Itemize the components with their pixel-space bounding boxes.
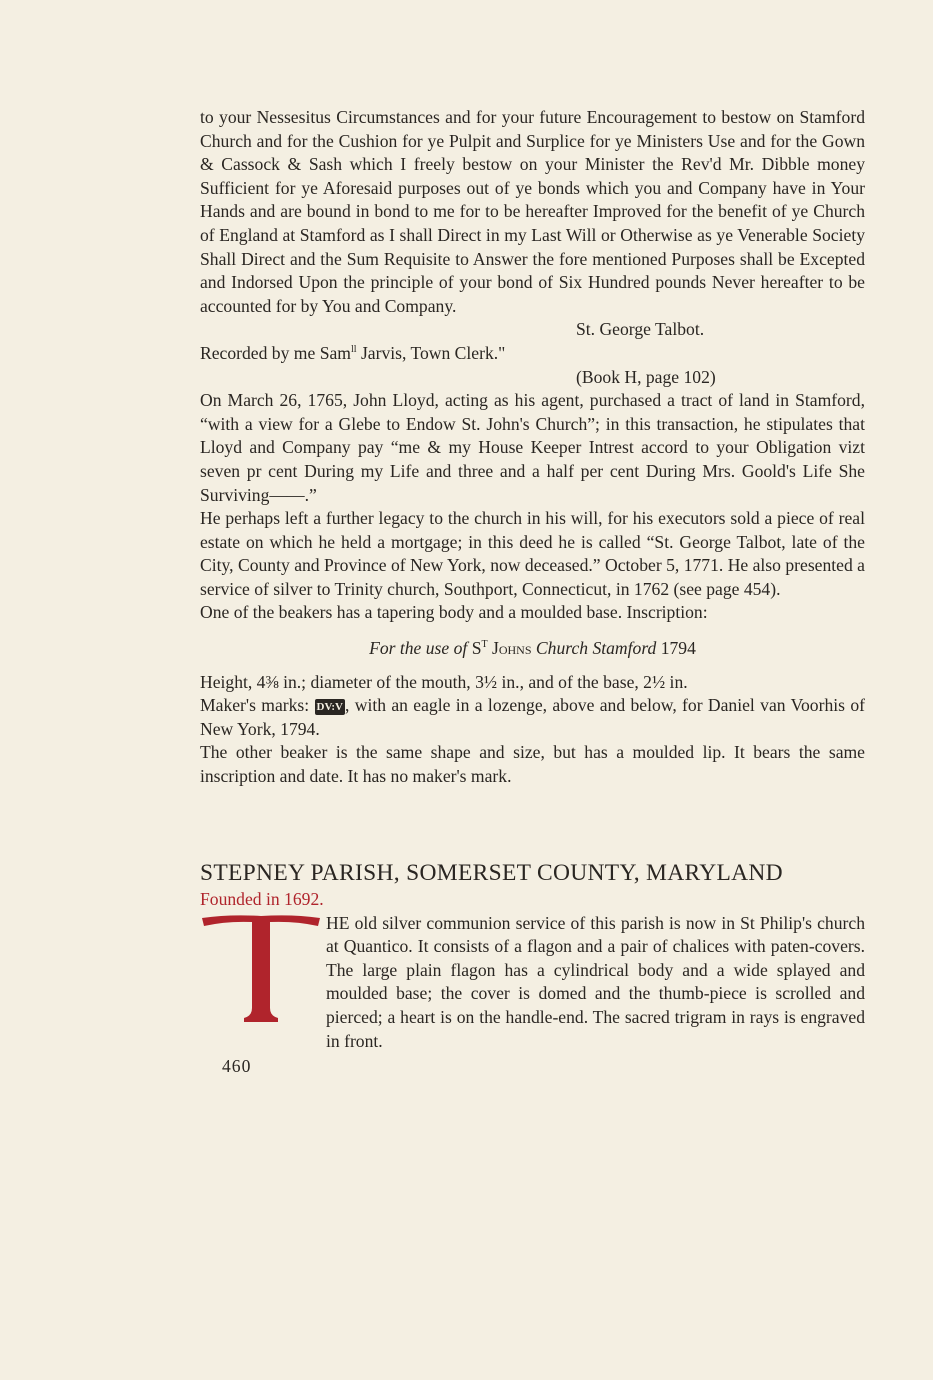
paragraph-beakers: One of the beakers has a tapering body and a moulded base. Inscription: [200,602,708,623]
inscription-italic-b: Church Stamford [535,638,657,659]
paragraph-other-beaker: The other beaker is the same shape and size, but has a moulded lip. It bears the same inscription and date. It has no maker's mark. [200,742,865,787]
recorded-text-a: Recorded by me Sam [200,342,351,363]
makers-mark-stamp: DV:V [316,701,343,714]
inscription-year: 1794 [656,638,696,659]
signature: St. George Talbot. [576,319,705,340]
makers-marks-line [200,694,865,741]
paragraph-lloyd: On March 26, 1765, John Lloyd, acting as his agent, purchased a tract of land in Stamford, “with a view for a Glebe to Endow St. John's Church”; in this transaction, he stipulates that Lloyd and Company pay “me & my House Keeper Intrest accord to your Obligation vizt seven pr cent During my Life and three and a half per cent During Mrs. Goold's Life She Surviving——.” [200,390,865,505]
section-heading: STEPNEY PARISH, SOMERSET COUNTY, MARYLAND [200,859,783,886]
stepney-body [200,912,865,1054]
drop-cap-t-glyph [200,912,322,1028]
recorded-text-b: Jarvis, Town Clerk." [356,342,506,363]
page-number: 460 [222,1056,252,1077]
inscription-st-sup: T [481,639,488,651]
paragraph-communion-service: HE old silver communion service of this parish is now in St Philip's church at Quantico. It consists of a flagon and a pair of chalices with paten-covers. The large plain flagon has a cylindrical body and a wide splayed and moulded base; the cover is domed and the thumb-piece is scrolled and pierced; a heart is on the handle-end. The sacred trigram in rays is engraved in front. [326,912,865,1051]
inscription-johns: Johns [487,638,536,659]
paragraph-bequest: to your Nessesitus Circumstances and for your future Encouragement to bestow on Stamford Church and for the Cushion for ye Pulpit and Surplice for ye Ministers Use and for the Gown & Cassock & Sash which I freely bestow on your Minister the Rev'd Mr. Dibble money Sufficient for ye Aforesaid purposes out of ye bonds which you and Company have in Your Hands and are bound in bond to me for to be hereafter Improved for the benefit of ye Church of England at Stamford as I shall Direct in my Last Will or Otherwise as ye Venerable Society Shall Direct and the Sum Requisite to Answer the fore mentioned Purposes shall be Excepted and Indorsed Upon the principle of your bond of Six Hundred pounds Never hereafter to be accounted for by You and Company. [200,107,865,316]
paragraph-legacy: He perhaps left a further legacy to the church in his will, for his executors sold a piece of real estate on which he held a mortgage; in this deed he is called “St. George Talbot, late of the City, County and Province of New York, now deceased.” October 5, 1771. He also presented a service of silver to Trinity church, Southport, Connecticut, in 1762 (see page 454). [200,508,865,599]
drop-cap-t [200,912,322,1032]
founded-subheading: Founded in 1692. [200,888,324,909]
recorded-line [200,342,865,366]
recorded-superscript: ll [350,343,357,355]
dimensions-line: Height, 4⅜ in.; diameter of the mouth, 3½ in., and of the base, 2½ in. [200,671,688,692]
inscription [200,637,865,661]
makers-text-b: , with an eagle in a lozenge, above and below, for Daniel van Voorhis of New York, 1794. [200,695,865,739]
inscription-st: S [467,638,482,659]
makers-text-a: Maker's marks: [200,695,315,716]
page-content [200,106,865,1079]
book-reference: (Book H, page 102) [576,366,716,387]
inscription-italic-a: For the use of [369,638,468,659]
